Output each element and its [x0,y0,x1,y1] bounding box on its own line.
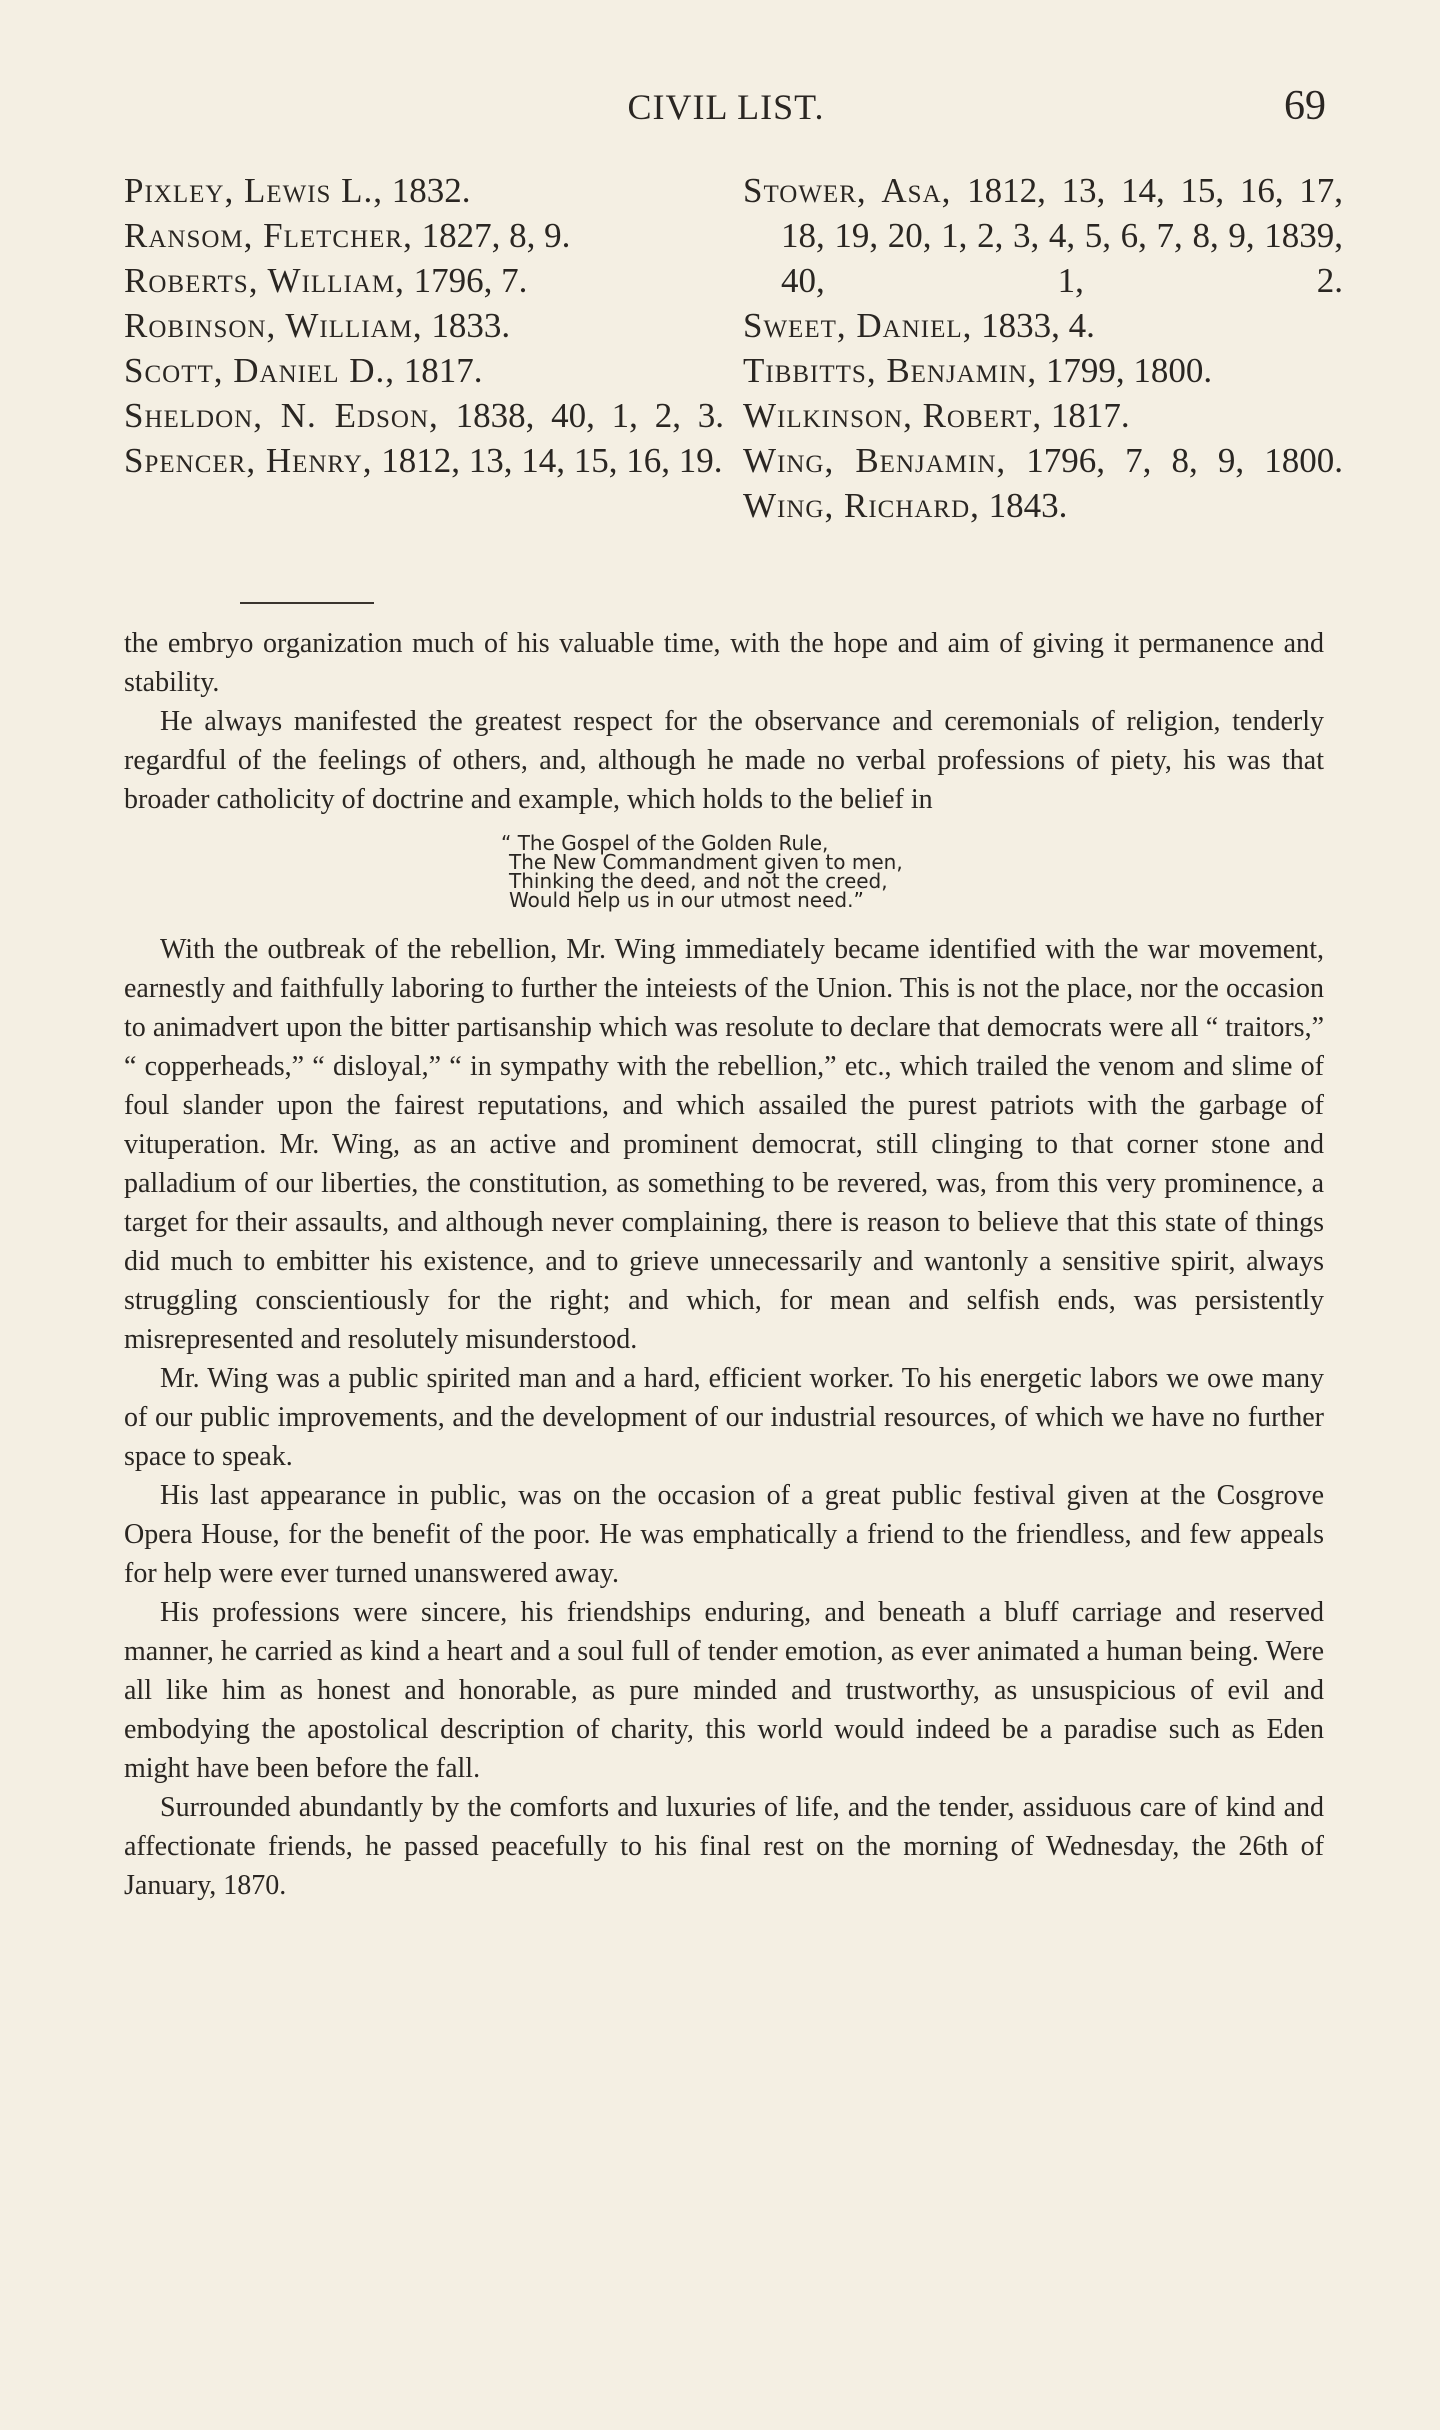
list-entry: Sheldon, N. Edson, 1838, 40, 1, 2, 3. [124,396,724,435]
civil-list-left-column [124,168,724,483]
paragraph: With the outbreak of the rebellion, Mr. Wing immediately became identified with the war movement, earnestly and faithfully laboring to further the inteiests of the Union. This is not the place, nor the occasion to animadvert upon the bitter partisanship which was resolute to declare that democrats were all “ traitors,” “ copperheads,” “ disloyal,” “ in sympathy with the rebellion,” etc., which trailed the venom and slime of foul slander upon the fairest reputations, and which assailed the purest patriots with the garbage of vituperation. Mr. Wing, as an active and prominent democrat, still clinging to that corner stone and palladium of our liberties, the constitution, as something to be revered, was, from this very prominence, a target for their assaults, and although never complaining, there is reason to believe that this state of things did much to embitter his existence, and to grieve unnecessarily and wantonly a sensitive spirit, always struggling conscientiously for the right; and which, for mean and selfish ends, was persistently misrepresented and resolutely misunderstood. [124,934,1324,1355]
page-number: 69 [1284,83,1326,129]
paragraph: the embryo organization much of his valuable time, with the hope and aim of giving it permanence and stability. [124,628,1324,698]
poem-line: “ The Gospel of the Golden Rule, [501,831,829,855]
list-entry: Robinson, William, 1833. [124,306,511,345]
list-entry: Wilkinson, Robert, 1817. [743,396,1130,435]
section-divider [240,602,374,604]
list-entry: Pixley, Lewis L., 1832. [124,171,471,210]
list-entry: Spencer, Henry, 1812, 13, 14, 15, 16, 19. [124,441,723,480]
poem-line: Thinking the deed, and not the creed, [509,869,888,893]
list-entry: Tibbitts, Benjamin, 1799, 1800. [743,351,1213,390]
page-header [126,82,1326,132]
list-entry: Wing, Richard, 1843. [743,486,1068,525]
paragraph: His professions were sincere, his friendships enduring, and beneath a bluff carriage and reserved manner, he carried as kind a heart and a soul full of tender emotion, as ever animated a human being. Were all like him as honest and honorable, as pure minded and trustworthy, as unsuspicious of evil and embodying the apostolical description of charity, this world would indeed be a paradise such as Eden might have been before the fall. [124,1597,1324,1784]
list-entry: Sweet, Daniel, 1833, 4. [743,306,1095,345]
list-entry: Stower, Asa, 1812, 13, 14, 15, 16, 17, 18, 19, 20, 1, 2, 3, 4, 5, 6, 7, 8, 9, 1839, 40, 1, 2. [743,171,1343,300]
poem-quote [501,831,1324,912]
running-title: CIVIL LIST. [627,87,825,127]
paragraph: Surrounded abundantly by the comforts and luxuries of life, and the tender, assiduous care of kind and affectionate friends, he passed peacefully to his final rest on the morning of Wednesday, the 26th of January, 1870. [124,1792,1324,1901]
list-entry: Roberts, William, 1796, 7. [124,261,528,300]
biography-text [124,624,1324,1905]
poem-line: Would help us in our utmost need.” [509,888,864,912]
list-entry: Scott, Daniel D., 1817. [124,351,483,390]
list-entry: Ransom, Fletcher, 1827, 8, 9. [124,216,571,255]
paragraph: His last appearance in public, was on the occasion of a great public festival given at the Cosgrove Opera House, for the benefit of the poor. He was emphatically a friend to the friendless, and few appeals for help were ever turned unanswered away. [124,1480,1324,1589]
paragraph: He always manifested the greatest respect for the observance and ceremonials of religion, tenderly regardful of the feelings of others, and, although he made no verbal professions of piety, his was that broader catholicity of doctrine and example, which holds to the belief in [124,706,1324,815]
paragraph: Mr. Wing was a public spirited man and a hard, efficient worker. To his energetic labors we owe many of our public improvements, and the development of our industrial resources, of which we have no further space to speak. [124,1363,1324,1472]
list-entry: Wing, Benjamin, 1796, 7, 8, 9, 1800. [743,441,1344,480]
civil-list-right-column [743,168,1343,528]
poem-line: The New Commandment given to men, [509,850,903,874]
